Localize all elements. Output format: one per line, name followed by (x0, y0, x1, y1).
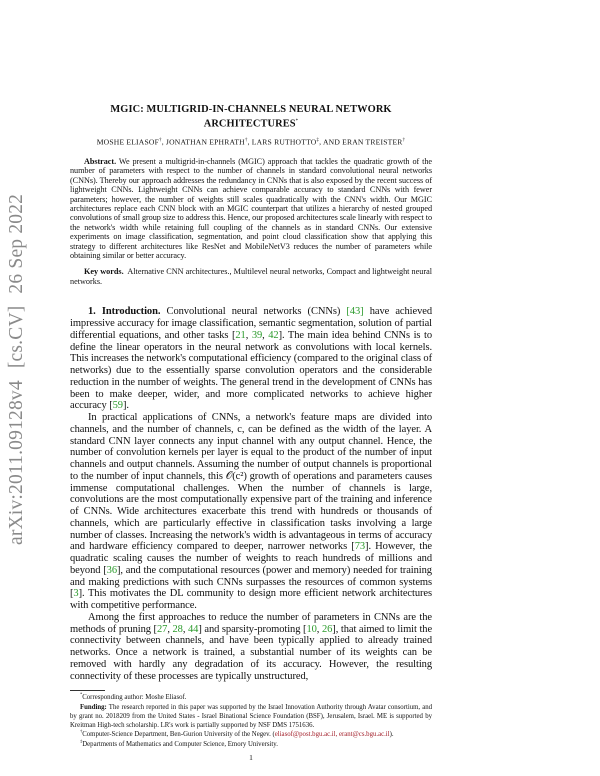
funding-label: Funding: (80, 703, 107, 711)
paragraph-text: , (182, 623, 189, 635)
paragraph (70, 306, 432, 412)
author-mark: † (244, 138, 248, 144)
introduction-section (70, 306, 432, 682)
author: MOSHE ELIASOF (96, 138, 160, 147)
citation-link[interactable]: 73 (354, 541, 366, 553)
author: JONATHAN EPHRATH (165, 138, 245, 147)
affiliation-text: Departments of Mathematics and Computer Science, Emory University. (82, 740, 278, 748)
citation-link[interactable]: 44 (188, 623, 199, 635)
page-column (70, 0, 432, 772)
keywords-text: Alternative CNN architectures., Multilevel neural networks, Compact and lightweight neural networks. (70, 267, 432, 286)
footnote-affiliation-2 (70, 740, 432, 749)
page-number: 1 (249, 753, 253, 763)
arxiv-id: arXiv:2011.09128v4 (6, 380, 27, 545)
paragraph-text: ]. (122, 400, 129, 412)
paragraph-text: ]. However, the quadratic scaling causes the number of weights to reach hundreds of millions and beyond [ (70, 541, 432, 576)
paper-title (70, 104, 432, 130)
footnote-text: Corresponding author: Moshe Eliasof. (82, 694, 187, 702)
author-mark: † (402, 138, 406, 144)
abstract (70, 157, 432, 260)
keywords-label: Key words. (84, 267, 124, 277)
footnote-mark: † (80, 729, 83, 735)
citation-link[interactable]: 21 (235, 329, 246, 341)
paragraph-text: ], that aimed to limit the connectivity between channels, and have been typically applied to already trained networks. Once a network is trained, a substantial number of its weights can be removed with hardly any degradation of its accuracy. However, the resulting connectivity of these processes are typically unstructured, (70, 623, 433, 682)
arxiv-category: [cs.CV] (6, 305, 27, 369)
citation-link[interactable]: 10 (306, 623, 317, 635)
abstract-label: Abstract. (84, 157, 117, 166)
paragraph-text: ] and sparsity-promoting [ (198, 623, 307, 635)
paragraph (70, 412, 432, 612)
footnote-corresponding (70, 693, 432, 702)
citation-link[interactable]: [43] (346, 306, 364, 318)
citation-link[interactable]: 39 (251, 329, 263, 341)
paragraph-text: Among the first approaches to reduce the number of parameters in CNNs are the methods of pruning [ (70, 611, 432, 635)
affiliation-text: Computer-Science Department, Ben-Gurion University of the Negev. ( (82, 731, 275, 739)
paragraph-text: ]. This motivates the DL community to design more efficient network architectures with competitive performance. (70, 588, 432, 612)
footnote-mark: ‡ (80, 738, 83, 744)
keywords (70, 267, 432, 286)
citation-link[interactable]: 59 (112, 400, 123, 412)
author: AND ERAN TREISTER (322, 138, 403, 147)
paragraph-text: Convolutional neural networks (CNNs) (166, 306, 347, 318)
paragraph-text: ]. The main idea behind CNNs is to define the linear operators in the neural network as convolutions with local kernels. This increases the network's computational efficiency (compared to the original class of networks) due to the essentially sparse convolution operators and the considerable reduction in the number of weights. The general trend in the development of CNNs has been to make deeper, wider, and more complicated networks to achieve higher accuracy [ (70, 329, 432, 412)
citation-link[interactable]: 36 (106, 564, 118, 576)
paragraph-text: ], and the computational resources (power and memory) needed for training and making predictions with such CNNs surpasses the resources of common systems [ (70, 564, 432, 600)
footnote-funding (70, 703, 432, 731)
citation-link[interactable]: 27 (156, 623, 168, 635)
citation-link[interactable]: 26 (321, 623, 333, 635)
title-footnote-mark: * (295, 119, 299, 124)
author-list: MOSHE ELIASOF†, JONATHAN EPHRATH†, LARS RUTHOTTO‡, AND ERAN TREISTER† (96, 138, 406, 147)
footnote-rule (70, 690, 105, 691)
funding-text: The research reported in this paper was supported by the Israel Innovation Authority through Avatar consortium, and by grant no. 2018209 from the United States - Israel Binational Science Foundation (BSF), Jerusalem, Israel. ME is supported by Kreitman High-tech scholarship. LR's work is partially supported by NSF DMS 1751636. (70, 703, 433, 730)
abstract-text: We present a multigrid-in-channels (MGIC) approach that tackles the quadratic growth of the number of parameters with respect to the number of channels in standard convolutional neural networks (CNNs). Thereby our approach addresses the redundancy in CNNs that is also exposed by the recent success of lightweight CNNs. Lightweight CNNs can achieve comparable accuracy to standard CNNs with fewer parameters; however, the number of weights still scales quadratically with the CNN's width. Our MGIC architectures replace each CNN block with an MGIC counterpart that utilizes a hierarchy of nested grouped convolutions of small group size to address this. Hence, our proposed architectures scale linearly with respect to the network's width while retaining full coupling of the channels as in standard CNNs. Our extensive experiments on image classification, segmentation, and point cloud classification show that applying this strategy to different architectures like ResNet and MobileNetV3 reduces the number of parameters while obtaining similar or better accuracy. (70, 157, 432, 261)
arxiv-date: 26 Sep 2022 (6, 193, 27, 294)
section-heading: 1. Introduction. (88, 306, 161, 318)
paragraph-text: , (167, 623, 173, 635)
paragraph-text: , (262, 329, 269, 341)
footnote-affiliation-1 (70, 730, 432, 739)
paragraph-text: have achieved impressive accuracy for image classification, semantic segmentation, solution of partial differential equations, and other tasks [ (70, 306, 432, 341)
paragraph-text: , (316, 623, 322, 635)
author-mark: † (159, 138, 162, 144)
footnotes (70, 693, 432, 749)
citation-link[interactable]: 3 (73, 588, 79, 600)
title-text: MGIC: MULTIGRID-IN-CHANNELS NEURAL NETWORK ARCHITECTURES (110, 104, 392, 130)
footnote-mark: * (80, 692, 83, 698)
author: LARS RUTHOTTO (251, 138, 317, 147)
citation-link[interactable]: 28 (172, 623, 183, 635)
paragraph-text: , (245, 329, 252, 341)
paragraph (70, 612, 432, 683)
author-mark: ‡ (316, 138, 320, 144)
paragraph-text: In practical applications of CNNs, a network's feature maps are divided into channels, and the number of channels, c, can be defined as the width of the layer. A standard CNN layer connects any input channel with any output channel. Hence, the number of convolution kernels per layer is equal to the product of the number of input channels and output channels. Assuming the number of output channels is proportional to the number of input channels, this 𝒪(c²) growth of operations and parameters causes immense computational challenges. When the number of channels is large, convolutions are the most computationally expensive part of the training and inference of CNNs. Wide architectures exacerbate this trend with hundreds or thousands of channels, which are particularly effective in classification tasks involving a large number of classes. Increasing the network's width is advantageous in terms of accuracy and hardware efficiency compared to deeper, narrower networks [ (70, 412, 432, 553)
citation-link[interactable]: 42 (268, 329, 279, 341)
arxiv-stamp (6, 193, 28, 545)
email-links[interactable]: eliasof@post.bgu.ac.il, erant@cs.bgu.ac.il (274, 731, 390, 739)
affiliation-close: ). (389, 731, 394, 739)
